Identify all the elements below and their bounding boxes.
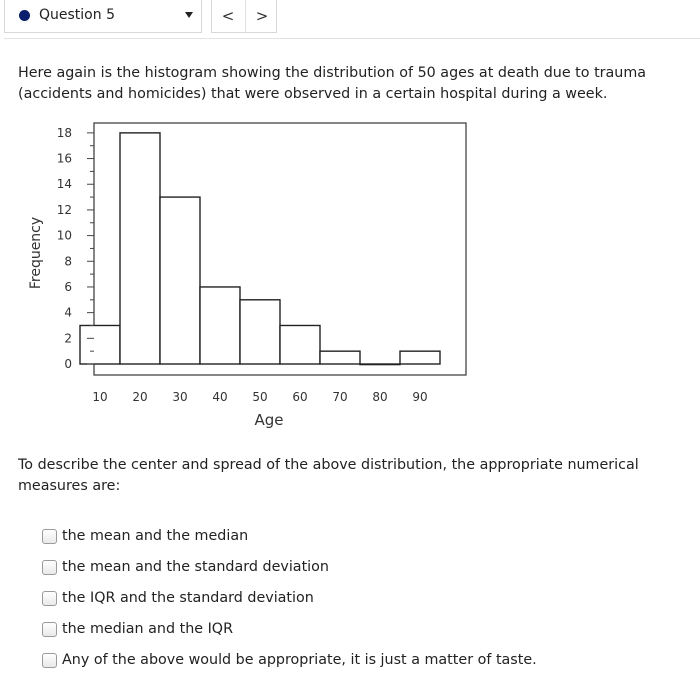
answer-option[interactable] bbox=[42, 650, 537, 670]
histogram-bar bbox=[240, 300, 280, 364]
x-tick-label: 30 bbox=[172, 390, 188, 404]
histogram-chart bbox=[0, 110, 700, 440]
answer-option[interactable] bbox=[42, 619, 233, 639]
checkbox[interactable] bbox=[42, 622, 57, 637]
y-tick-label: 14 bbox=[56, 177, 72, 192]
y-tick-label: 16 bbox=[56, 151, 72, 166]
question-text: To describe the center and spread of the above distribution, the appropriate numerical measures are: bbox=[18, 457, 639, 494]
x-tick-label: 70 bbox=[332, 390, 348, 404]
histogram-bar bbox=[360, 364, 400, 365]
y-tick-label: 8 bbox=[64, 254, 72, 269]
question-selector[interactable] bbox=[4, 0, 202, 33]
histogram-bar bbox=[200, 287, 240, 364]
divider bbox=[4, 38, 700, 39]
intro-text: Here again is the histogram showing the distribution of 50 ages at death due to trauma (accidents and homicides) that were observed in a certain hospital during a week. bbox=[18, 65, 647, 102]
x-tick-label: 80 bbox=[372, 390, 388, 404]
y-tick-label: 18 bbox=[56, 125, 72, 140]
x-tick-label: 50 bbox=[252, 390, 268, 404]
y-tick-label: 12 bbox=[56, 202, 72, 217]
answer-option-label: the mean and the median bbox=[62, 528, 249, 544]
y-tick-label: 4 bbox=[64, 305, 72, 320]
x-axis-label: Age bbox=[254, 411, 284, 429]
x-tick-label: 90 bbox=[412, 390, 428, 404]
answer-option-label: the mean and the standard deviation bbox=[62, 559, 329, 575]
y-tick-label: 2 bbox=[64, 331, 72, 346]
status-dot-icon bbox=[19, 10, 30, 21]
y-tick-label: 10 bbox=[56, 228, 72, 243]
histogram-bar bbox=[80, 325, 120, 364]
previous-question-button[interactable]: < bbox=[221, 7, 235, 25]
y-tick-label: 0 bbox=[64, 357, 72, 371]
x-tick-label: 20 bbox=[132, 390, 148, 404]
y-tick-label: 6 bbox=[64, 279, 72, 294]
histogram-bar bbox=[320, 351, 360, 364]
answer-option[interactable] bbox=[42, 526, 248, 546]
x-tick-label: 40 bbox=[212, 390, 228, 404]
answer-option[interactable] bbox=[42, 557, 329, 577]
histogram-bar bbox=[400, 351, 440, 364]
y-axis-label: Frequency bbox=[28, 216, 44, 290]
checkbox[interactable] bbox=[42, 591, 57, 606]
checkbox[interactable] bbox=[42, 653, 57, 668]
histogram-bar bbox=[160, 197, 200, 364]
answer-option-label: the IQR and the standard deviation bbox=[62, 590, 314, 606]
answer-option[interactable] bbox=[42, 588, 314, 608]
question-toolbar bbox=[0, 0, 700, 38]
checkbox[interactable] bbox=[42, 529, 57, 544]
x-tick-label: 10 bbox=[92, 390, 108, 404]
answer-option-label: the median and the IQR bbox=[62, 621, 233, 637]
histogram-bar bbox=[120, 133, 160, 364]
checkbox[interactable] bbox=[42, 560, 57, 575]
answer-option-label: Any of the above would be appropriate, it is just a matter of taste. bbox=[62, 652, 537, 668]
question-label: Question 5 bbox=[39, 7, 115, 23]
histogram-bar bbox=[280, 325, 320, 364]
caret-down-icon bbox=[185, 12, 193, 18]
question-nav bbox=[211, 0, 277, 33]
x-tick-label: 60 bbox=[292, 390, 308, 404]
next-question-button[interactable]: > bbox=[245, 0, 278, 32]
